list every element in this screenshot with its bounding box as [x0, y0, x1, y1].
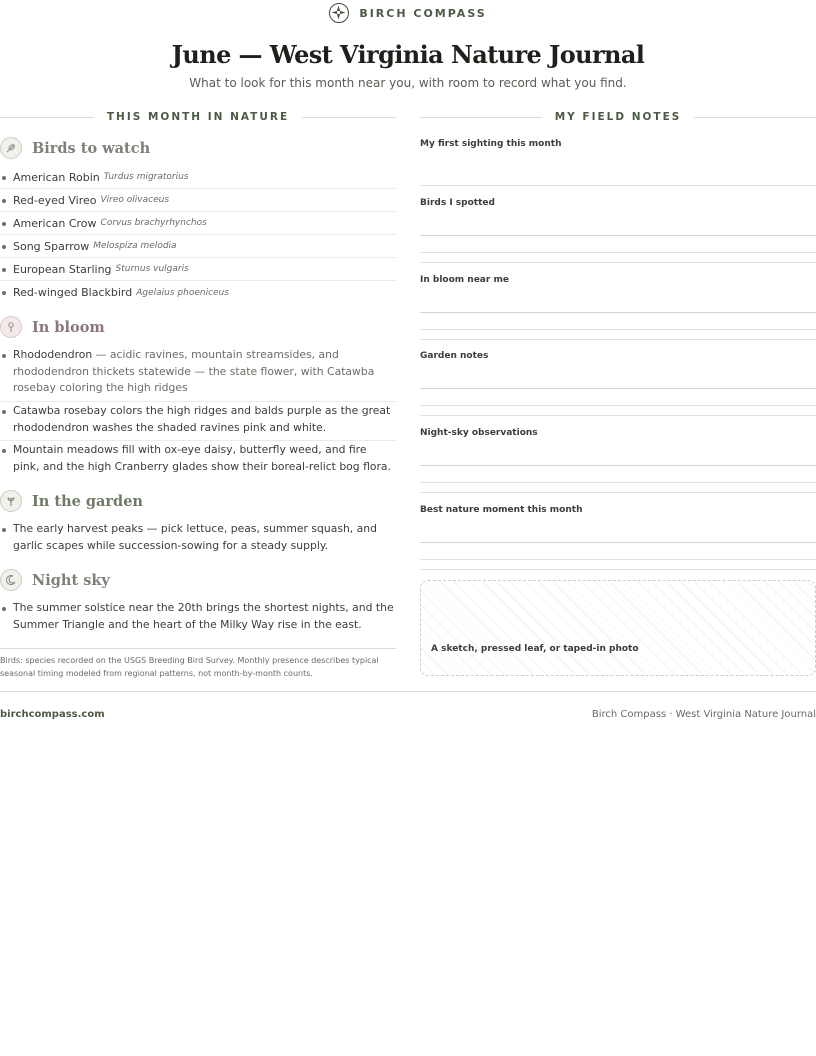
list-item	[0, 166, 396, 189]
writing-line[interactable]	[420, 388, 816, 389]
list-item: The early harvest peaks — pick lettuce, peas, summer squash, and garlic scapes while succession-sowing for a steady supply.	[0, 521, 396, 558]
bloom-lead: Rhododendron	[13, 348, 93, 361]
list-item	[0, 235, 396, 258]
footer-divider	[0, 691, 816, 692]
writing-line[interactable]	[420, 542, 816, 543]
brand-header	[0, 0, 816, 26]
writing-line[interactable]	[420, 405, 816, 406]
bird-name: Song Sparrow	[13, 239, 90, 253]
footer-site-link[interactable]: birchcompass.com	[0, 709, 105, 720]
list-item	[0, 347, 396, 402]
writing-line[interactable]	[420, 329, 816, 330]
writing-line[interactable]	[420, 415, 816, 416]
list-item	[0, 189, 396, 212]
section-heading-label: MY FIELD NOTES	[554, 111, 682, 123]
bird-scientific-name: Turdus migratorius	[103, 172, 189, 182]
bird-scientific-name: Corvus brachyrhynchos	[100, 218, 207, 228]
writing-line[interactable]	[420, 492, 816, 493]
feather-icon	[0, 137, 22, 159]
section-heading-nature	[0, 110, 396, 124]
field-label-in-bloom: In bloom near me	[420, 275, 509, 285]
field-label-night-sky: Night-sky observations	[420, 428, 538, 438]
category-title: Night sky	[32, 571, 110, 589]
list-item	[0, 281, 396, 304]
list-item: Mountain meadows fill with ox-eye daisy, butterfly weed, and fire pink, and the high Cranberry glades show their boreal-relict bog flora.	[0, 442, 396, 479]
writing-line[interactable]	[420, 559, 816, 560]
bird-scientific-name: Agelaius phoeniceus	[136, 287, 229, 298]
writing-line[interactable]	[420, 482, 816, 483]
section-heading-label: THIS MONTH IN NATURE	[106, 111, 290, 123]
sprout-icon	[0, 490, 22, 512]
sketch-label: A sketch, pressed leaf, or taped-in photo	[431, 644, 639, 654]
moon-icon	[0, 569, 22, 591]
list-item	[0, 212, 396, 235]
flower-icon	[0, 316, 22, 338]
writing-line[interactable]	[420, 312, 816, 313]
page-subtitle: What to look for this month near you, with room to record what you find.	[189, 76, 627, 90]
category-bloom	[0, 316, 105, 338]
bird-name: Red-winged Blackbird	[13, 286, 133, 299]
list-item: The summer solstice near the 20th brings the shortest nights, and the Summer Triangle and the heart of the Milky Way rise in the east.	[0, 600, 396, 637]
bird-scientific-name: Sturnus vulgaris	[115, 264, 189, 274]
category-title: In the garden	[32, 492, 143, 510]
field-label-best-moment: Best nature moment this month	[420, 505, 583, 515]
page-title: June — West Virginia Nature Journal	[171, 40, 645, 69]
writing-line[interactable]	[420, 569, 816, 570]
field-label-first-sighting: My first sighting this month	[420, 139, 562, 149]
category-garden	[0, 490, 143, 512]
sketch-box[interactable]	[420, 580, 816, 676]
bird-name: European Starling	[13, 262, 112, 276]
list-item	[0, 258, 396, 281]
writing-line[interactable]	[420, 185, 816, 186]
field-label-garden-notes: Garden notes	[420, 351, 489, 361]
compass-icon	[329, 3, 349, 23]
bird-name: American Robin	[13, 170, 100, 184]
category-title: Birds to watch	[32, 139, 151, 157]
bird-scientific-name: Vireo olivaceus	[100, 195, 170, 205]
writing-line[interactable]	[420, 465, 816, 466]
section-heading-notes	[420, 110, 816, 124]
bloom-detail: — acidic ravines, mountain streamsides, and rhododendron thickets statewide — the state flower, with Catawba rosebay coloring the high ridges	[13, 348, 375, 394]
bird-name: American Crow	[13, 216, 97, 230]
list-item: Catawba rosebay colors the high ridges and balds purple as the great rhododendron washes the shaded ravines pink and white.	[0, 403, 396, 441]
field-label-birds-spotted: Birds I spotted	[420, 198, 495, 208]
category-birds	[0, 137, 150, 159]
footer-caption: Birch Compass · West Virginia Nature Journal	[591, 709, 816, 720]
writing-line[interactable]	[420, 262, 816, 263]
bird-scientific-name: Melospiza melodia	[93, 241, 177, 251]
category-title: In bloom	[32, 318, 105, 336]
bird-name: Red-eyed Vireo	[13, 193, 97, 207]
category-night	[0, 569, 110, 591]
writing-line[interactable]	[420, 339, 816, 340]
brand-name: BIRCH COMPASS	[359, 6, 487, 20]
footnote: Birds: species recorded on the USGS Breeding Bird Survey. Monthly presence describes typical seasonal timing modeled from regional patterns, not month-by-month counts.	[0, 648, 396, 680]
writing-line[interactable]	[420, 235, 816, 236]
writing-line[interactable]	[420, 252, 816, 253]
